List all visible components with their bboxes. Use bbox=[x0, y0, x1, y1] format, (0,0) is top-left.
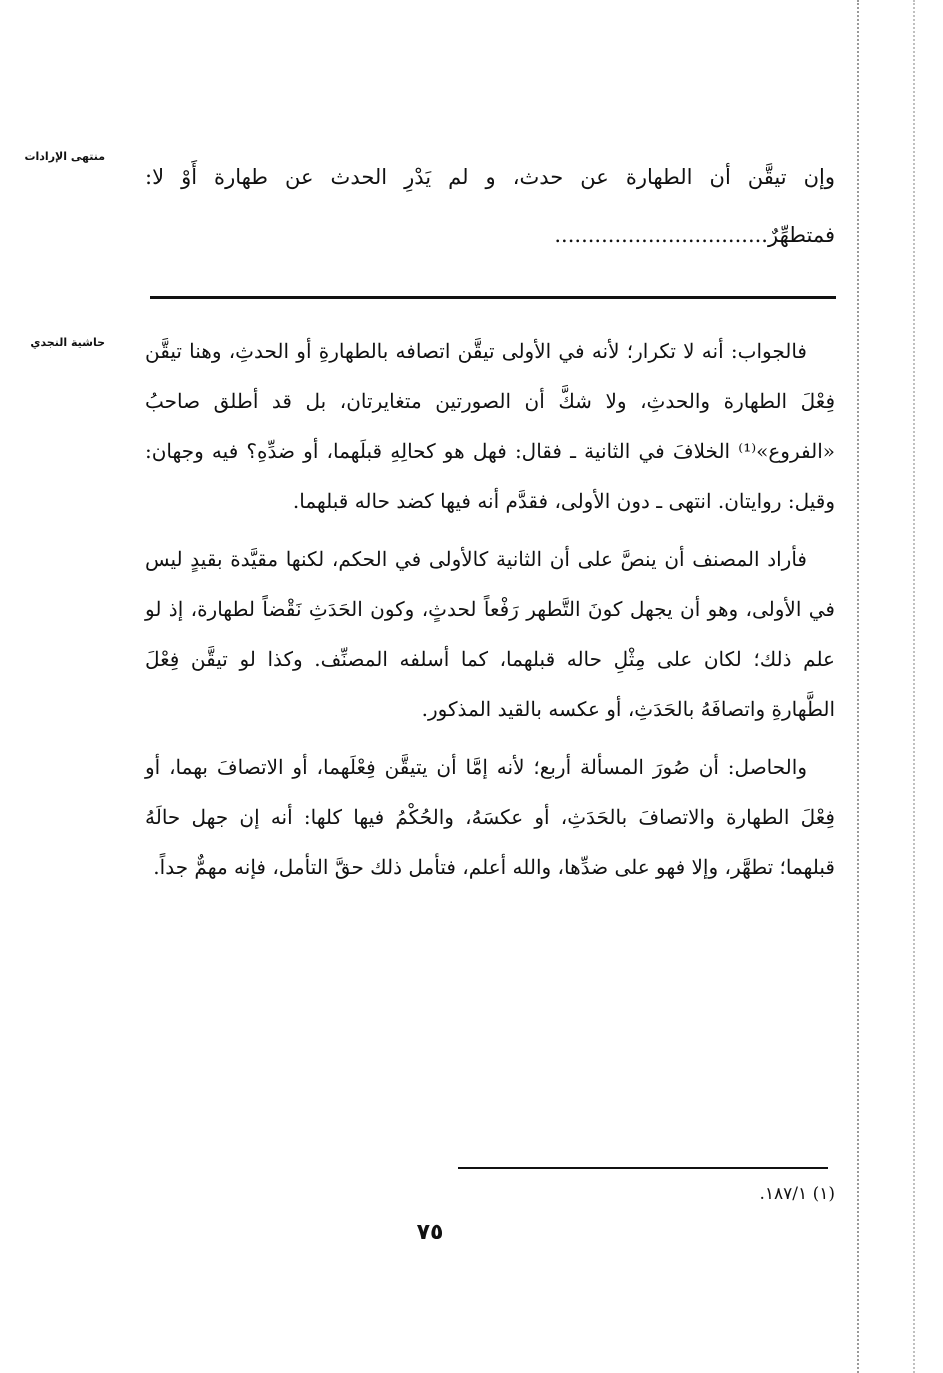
matn-dots: ................................ bbox=[554, 223, 768, 247]
matn-text-block bbox=[145, 148, 835, 264]
outer-dotted-line bbox=[913, 0, 915, 1373]
matn-text: وإن تيقَّن أن الطهارة عن حدث، و لم يَدْرِ الحدث عن طهارة أَوْ لا: فمتطهِّرٌ bbox=[145, 165, 835, 247]
side-label-matn: منتهى الإرادات bbox=[24, 150, 105, 163]
margin-dotted-line bbox=[857, 0, 859, 1373]
paragraph-2: فأراد المصنف أن ينصَّ على أن الثانية كالأولى في الحكم، لكنها مقيَّدة بقيدٍ ليس في الأولى، وهو أن يجهل كونَ التَّطهر رَفْعاً لحدثٍ، وكون الحَدَثِ نَقْضاً لطهارة، إذ لو علم ذلك؛ لكان على مِثْلِ حاله قبلهما، كما أسلفه المصنِّف. وكذا لو تيقَّن فِعْلَ الطَّهارةِ واتصافَهُ بالحَدَثِ، أو عكسه بالقيد المذكور. bbox=[145, 547, 835, 721]
section-divider bbox=[150, 296, 836, 299]
paragraph-3: والحاصل: أن صُورَ المسألة أربع؛ لأنه إمَّا أن يتيقَّن فِعْلَهما، أو الاتصافَ بهما، أو فِعْلَ الطهارة والاتصافَ بالحَدَثِ، أو عكسَهُ، والحُكْمُ فيها كلها: أنه إن جهل حالَهُ قبلهما؛ تطهَّر، وإلا فهو على ضدِّها، والله أعلم، فتأمل ذلك حقَّ التأمل، فإنه مهمٌّ جداً. bbox=[145, 755, 835, 879]
hashiya-text-block bbox=[145, 326, 835, 900]
footnote: (١) ١٨٧/١. bbox=[759, 1184, 835, 1204]
page-number: ٧٥ bbox=[416, 1220, 444, 1245]
paragraph-1: فالجواب: أنه لا تكرار؛ لأنه في الأولى تيقَّن اتصافه بالطهارةِ أو الحدثِ، وهنا تيقَّن فِعْلَ الطهارة والحدثِ، ولا شكَّ أن الصورتين متغايرتان، بل قد أطلق صاحبُ «الفروع»⁽¹⁾ الخلافَ في الثانية ـ فقال: فهل هو كحالِهِ قبلَهما، أو ضدِّهِ؟ فيه وجهان: وقيل: روايتان. انتهى ـ دون الأولى، فقدَّم أنه فيها كضد حاله قبلهما. bbox=[145, 339, 835, 513]
side-label-hashiya: حاشية النجدي bbox=[30, 336, 105, 349]
footnote-rule bbox=[458, 1167, 828, 1169]
matn-paragraph bbox=[145, 148, 835, 264]
